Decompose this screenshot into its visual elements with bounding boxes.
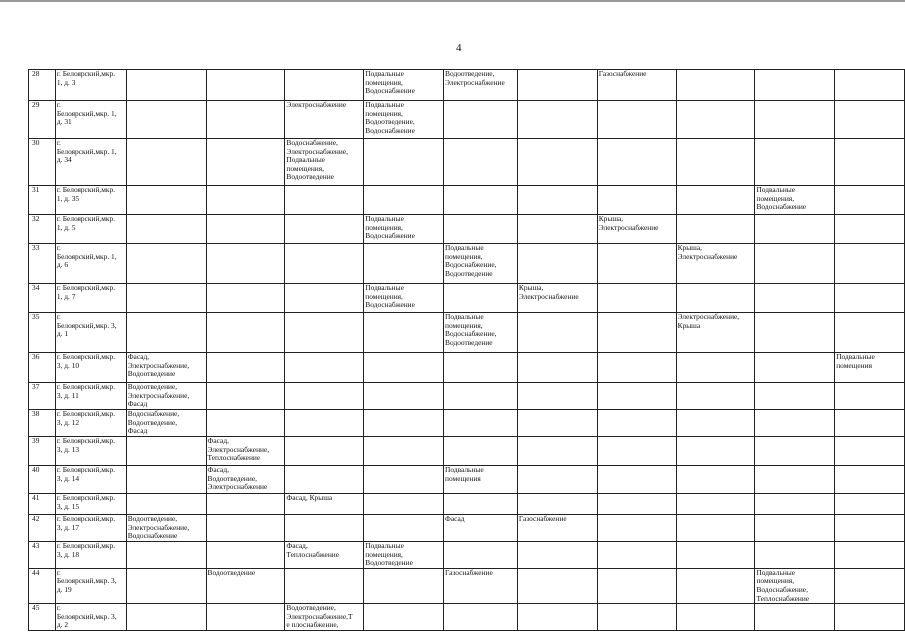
table-row xyxy=(29,353,905,383)
work-cell: Крыша, Электроснабжение xyxy=(597,215,676,244)
work-cell: Подвальные помещения xyxy=(444,466,518,494)
work-cell: Фасад, Электроснабжение, Водоотведение xyxy=(126,353,206,383)
work-cell xyxy=(285,515,364,542)
work-cell: Электроснабжение xyxy=(285,101,364,139)
work-cell xyxy=(206,353,285,383)
row-number: 36 xyxy=(29,353,56,383)
work-cell: Фасад, Электроснабжение, Теплоснабжение xyxy=(206,437,285,466)
work-cell: Водоотведение, Электроснабжение, Фасад xyxy=(126,383,206,410)
work-cell xyxy=(517,353,597,383)
work-cell: Подвальные помещения, Водоснабжение xyxy=(364,215,444,244)
work-cell xyxy=(126,466,206,494)
table-row xyxy=(29,70,905,101)
work-cell xyxy=(597,437,676,466)
work-cell xyxy=(597,466,676,494)
table-row xyxy=(29,494,905,515)
row-number: 32 xyxy=(29,215,56,244)
work-cell xyxy=(676,70,755,101)
table-row xyxy=(29,244,905,284)
table-row xyxy=(29,139,905,186)
work-cell xyxy=(597,313,676,353)
work-cell: Водоотведение, Электроснабжение, Водоснабжение xyxy=(126,515,206,542)
work-cell: Газоснабжение xyxy=(444,568,518,603)
work-cell xyxy=(597,186,676,215)
row-number: 41 xyxy=(29,494,56,515)
work-cell xyxy=(444,139,518,186)
work-cell xyxy=(285,383,364,410)
work-cell xyxy=(676,139,755,186)
work-cell xyxy=(755,383,835,410)
table-row xyxy=(29,383,905,410)
table-row xyxy=(29,515,905,542)
work-cell xyxy=(755,466,835,494)
row-number: 40 xyxy=(29,466,56,494)
work-cell xyxy=(206,244,285,284)
work-cell xyxy=(835,494,905,515)
work-cell xyxy=(285,186,364,215)
work-cell xyxy=(835,313,905,353)
work-cell: Подвальные помещения, Водоснабжение, Водоотведение xyxy=(444,244,518,284)
work-cell: Подвальные помещения, Водоснабжение xyxy=(755,186,835,215)
work-cell xyxy=(206,604,285,631)
work-cell xyxy=(835,383,905,410)
work-cell: Фасад, Крыша xyxy=(285,494,364,515)
work-cell xyxy=(285,410,364,437)
address-cell: г. Белоярский,мкр. 3, д. 10 xyxy=(55,353,126,383)
work-cell xyxy=(835,284,905,313)
row-number: 34 xyxy=(29,284,56,313)
row-number: 33 xyxy=(29,244,56,284)
work-cell xyxy=(206,542,285,569)
table-body xyxy=(29,70,905,631)
address-cell: г. Белоярский,мкр. 3, д. 13 xyxy=(55,437,126,466)
work-cell xyxy=(676,383,755,410)
work-cell xyxy=(444,215,518,244)
table-row xyxy=(29,604,905,631)
row-number: 42 xyxy=(29,515,56,542)
table-row xyxy=(29,284,905,313)
work-cell xyxy=(676,604,755,631)
work-cell xyxy=(126,494,206,515)
work-cell xyxy=(835,139,905,186)
work-cell: Газоснабжение xyxy=(597,70,676,101)
work-cell xyxy=(126,70,206,101)
work-cell xyxy=(597,284,676,313)
row-number: 43 xyxy=(29,542,56,569)
address-cell: г. Белоярский,мкр. 1, д. 6 xyxy=(55,244,126,284)
table-row xyxy=(29,410,905,437)
work-cell: Подвальные помещения, Водоснабжение, Теплоснабжение xyxy=(755,568,835,603)
work-cell xyxy=(597,383,676,410)
work-cell xyxy=(676,494,755,515)
address-cell: г. Белоярский,мкр. 3, д. 18 xyxy=(55,542,126,569)
work-cell xyxy=(126,244,206,284)
work-cell xyxy=(835,101,905,139)
table-row xyxy=(29,101,905,139)
work-cell xyxy=(517,244,597,284)
work-cell xyxy=(206,410,285,437)
work-cell xyxy=(755,313,835,353)
work-cell xyxy=(285,313,364,353)
row-number: 38 xyxy=(29,410,56,437)
table-row xyxy=(29,568,905,603)
work-cell xyxy=(755,70,835,101)
work-cell xyxy=(364,383,444,410)
work-cell: Подвальные помещения, Водоотведение, Водоснабжение xyxy=(364,101,444,139)
work-cell xyxy=(755,604,835,631)
work-cell xyxy=(517,410,597,437)
row-number: 29 xyxy=(29,101,56,139)
address-cell: г. Белоярский,мкр. 3, д. 1 xyxy=(55,313,126,353)
work-cell xyxy=(597,101,676,139)
work-cell xyxy=(126,542,206,569)
work-cell xyxy=(835,244,905,284)
work-cell xyxy=(126,313,206,353)
work-cell xyxy=(364,437,444,466)
address-cell: г. Белоярский,мкр. 1, д. 3 xyxy=(55,70,126,101)
work-cell xyxy=(444,604,518,631)
work-cell xyxy=(835,410,905,437)
work-cell xyxy=(364,568,444,603)
work-cell xyxy=(444,437,518,466)
work-cell: Подвальные помещения, Водоотведение xyxy=(364,542,444,569)
work-cell: Подвальные помещения, Водоснабжение xyxy=(364,284,444,313)
work-cell xyxy=(126,139,206,186)
work-cell xyxy=(206,494,285,515)
work-cell xyxy=(206,284,285,313)
work-cell: Подвальные помещения, Водоснабжение, Водоотведение xyxy=(444,313,518,353)
work-cell xyxy=(676,284,755,313)
work-cell xyxy=(835,515,905,542)
work-cell: Водоотведение, Электроснабжение xyxy=(444,70,518,101)
work-cell: Фасад xyxy=(444,515,518,542)
work-cell xyxy=(364,186,444,215)
work-cell xyxy=(755,353,835,383)
work-cell xyxy=(126,101,206,139)
work-cell xyxy=(517,139,597,186)
work-cell xyxy=(597,410,676,437)
work-cell xyxy=(206,215,285,244)
work-cell xyxy=(285,466,364,494)
work-cell xyxy=(206,101,285,139)
row-number: 37 xyxy=(29,383,56,410)
work-cell xyxy=(517,70,597,101)
work-cell xyxy=(206,139,285,186)
work-cell xyxy=(517,542,597,569)
work-cell xyxy=(364,515,444,542)
work-cell xyxy=(364,466,444,494)
work-cell xyxy=(364,139,444,186)
work-cell xyxy=(126,604,206,631)
work-cell: Водоотведение, Электроснабжение,Т е плоснабжение, xyxy=(285,604,364,631)
work-cell: Фасад, Водоотведение, Электроснабжение xyxy=(206,466,285,494)
work-cell xyxy=(597,568,676,603)
work-cell xyxy=(517,437,597,466)
work-cell xyxy=(517,568,597,603)
work-cell xyxy=(364,410,444,437)
work-cell xyxy=(364,313,444,353)
work-cell xyxy=(517,186,597,215)
work-cell xyxy=(755,494,835,515)
page-number: 4 xyxy=(456,42,462,54)
work-cell: Крыша, Электроснабжение xyxy=(676,244,755,284)
work-cell xyxy=(835,186,905,215)
work-cell xyxy=(597,515,676,542)
work-cell xyxy=(597,604,676,631)
address-cell: г. Белоярский,мкр. 1, д. 5 xyxy=(55,215,126,244)
work-cell xyxy=(755,101,835,139)
work-cell xyxy=(755,244,835,284)
address-cell: г. Белоярский,мкр. 3, д. 17 xyxy=(55,515,126,542)
work-cell xyxy=(517,101,597,139)
work-cell xyxy=(444,353,518,383)
work-cell xyxy=(676,101,755,139)
work-cell xyxy=(676,186,755,215)
work-cell xyxy=(676,410,755,437)
work-cell xyxy=(755,215,835,244)
table-row xyxy=(29,466,905,494)
work-cell xyxy=(126,568,206,603)
work-cell xyxy=(285,437,364,466)
row-number: 44 xyxy=(29,568,56,603)
work-cell xyxy=(676,353,755,383)
address-cell: г. Белоярский,мкр. 1, д. 7 xyxy=(55,284,126,313)
address-cell: г. Белоярский,мкр. 3, д. 12 xyxy=(55,410,126,437)
work-cell xyxy=(364,244,444,284)
work-cell xyxy=(755,284,835,313)
work-cell xyxy=(206,186,285,215)
work-cell xyxy=(755,139,835,186)
work-cell xyxy=(126,186,206,215)
address-cell: г. Белоярский,мкр. 3, д. 19 xyxy=(55,568,126,603)
work-cell xyxy=(285,215,364,244)
work-cell xyxy=(835,215,905,244)
work-cell xyxy=(597,244,676,284)
work-cell: Подвальные помещения xyxy=(835,353,905,383)
address-cell: г. Белоярский,мкр. 3, д. 15 xyxy=(55,494,126,515)
work-cell xyxy=(206,70,285,101)
address-cell: г. Белоярский,мкр. 1, д. 34 xyxy=(55,139,126,186)
address-cell: г. Белоярский,мкр. 1, д. 35 xyxy=(55,186,126,215)
work-cell xyxy=(755,437,835,466)
row-number: 39 xyxy=(29,437,56,466)
work-cell xyxy=(126,437,206,466)
work-cell xyxy=(285,568,364,603)
work-cell xyxy=(285,244,364,284)
work-cell: Подвальные помещения, Водоснабжение xyxy=(364,70,444,101)
work-cell xyxy=(517,604,597,631)
work-cell xyxy=(206,313,285,353)
table-row xyxy=(29,437,905,466)
schedule-table xyxy=(28,69,905,631)
work-cell xyxy=(364,494,444,515)
address-cell: г. Белоярский,мкр. 3, д. 2 xyxy=(55,604,126,631)
work-cell xyxy=(444,101,518,139)
work-cell xyxy=(285,70,364,101)
work-cell xyxy=(835,70,905,101)
work-cell xyxy=(835,604,905,631)
work-cell xyxy=(835,466,905,494)
work-cell xyxy=(285,284,364,313)
work-cell xyxy=(364,604,444,631)
work-cell xyxy=(444,186,518,215)
work-cell: Водоснабжение, Водоотведение, Фасад xyxy=(126,410,206,437)
work-cell xyxy=(676,515,755,542)
work-cell xyxy=(835,568,905,603)
work-cell xyxy=(835,542,905,569)
work-cell xyxy=(517,466,597,494)
work-cell: Водоотведение xyxy=(206,568,285,603)
work-cell xyxy=(517,215,597,244)
work-cell: Водоснабжение, Электроснабжение, Подвальные помещения, Водоотведение xyxy=(285,139,364,186)
table-row xyxy=(29,542,905,569)
row-number: 28 xyxy=(29,70,56,101)
work-cell xyxy=(676,466,755,494)
work-cell xyxy=(835,437,905,466)
work-cell xyxy=(126,215,206,244)
top-rule xyxy=(0,0,905,2)
work-cell xyxy=(676,542,755,569)
work-cell xyxy=(364,353,444,383)
work-cell xyxy=(755,410,835,437)
work-cell xyxy=(444,542,518,569)
work-cell xyxy=(444,410,518,437)
address-cell: г. Белоярский,мкр. 3, д. 14 xyxy=(55,466,126,494)
work-cell xyxy=(676,215,755,244)
work-cell xyxy=(597,139,676,186)
work-cell xyxy=(285,353,364,383)
work-cell: Электроснабжение, Крыша xyxy=(676,313,755,353)
row-number: 31 xyxy=(29,186,56,215)
work-cell: Газоснабжение xyxy=(517,515,597,542)
work-cell xyxy=(444,494,518,515)
work-cell xyxy=(597,353,676,383)
work-cell xyxy=(517,313,597,353)
work-cell: Фасад, Теплоснабжение xyxy=(285,542,364,569)
work-cell xyxy=(517,383,597,410)
table-row xyxy=(29,186,905,215)
work-cell xyxy=(597,494,676,515)
work-cell xyxy=(676,568,755,603)
address-cell: г. Белоярский,мкр. 3, д. 11 xyxy=(55,383,126,410)
work-cell xyxy=(444,284,518,313)
work-cell xyxy=(755,542,835,569)
work-cell xyxy=(517,494,597,515)
address-cell: г. Белоярский,мкр. 1, д. 31 xyxy=(55,101,126,139)
row-number: 45 xyxy=(29,604,56,631)
work-cell xyxy=(676,437,755,466)
work-cell xyxy=(126,284,206,313)
work-cell xyxy=(597,542,676,569)
table-row xyxy=(29,215,905,244)
work-cell: Крыша, Электроснабжение xyxy=(517,284,597,313)
work-cell xyxy=(206,383,285,410)
work-cell xyxy=(206,515,285,542)
row-number: 30 xyxy=(29,139,56,186)
work-cell xyxy=(755,515,835,542)
work-cell xyxy=(444,383,518,410)
row-number: 35 xyxy=(29,313,56,353)
table-row xyxy=(29,313,905,353)
